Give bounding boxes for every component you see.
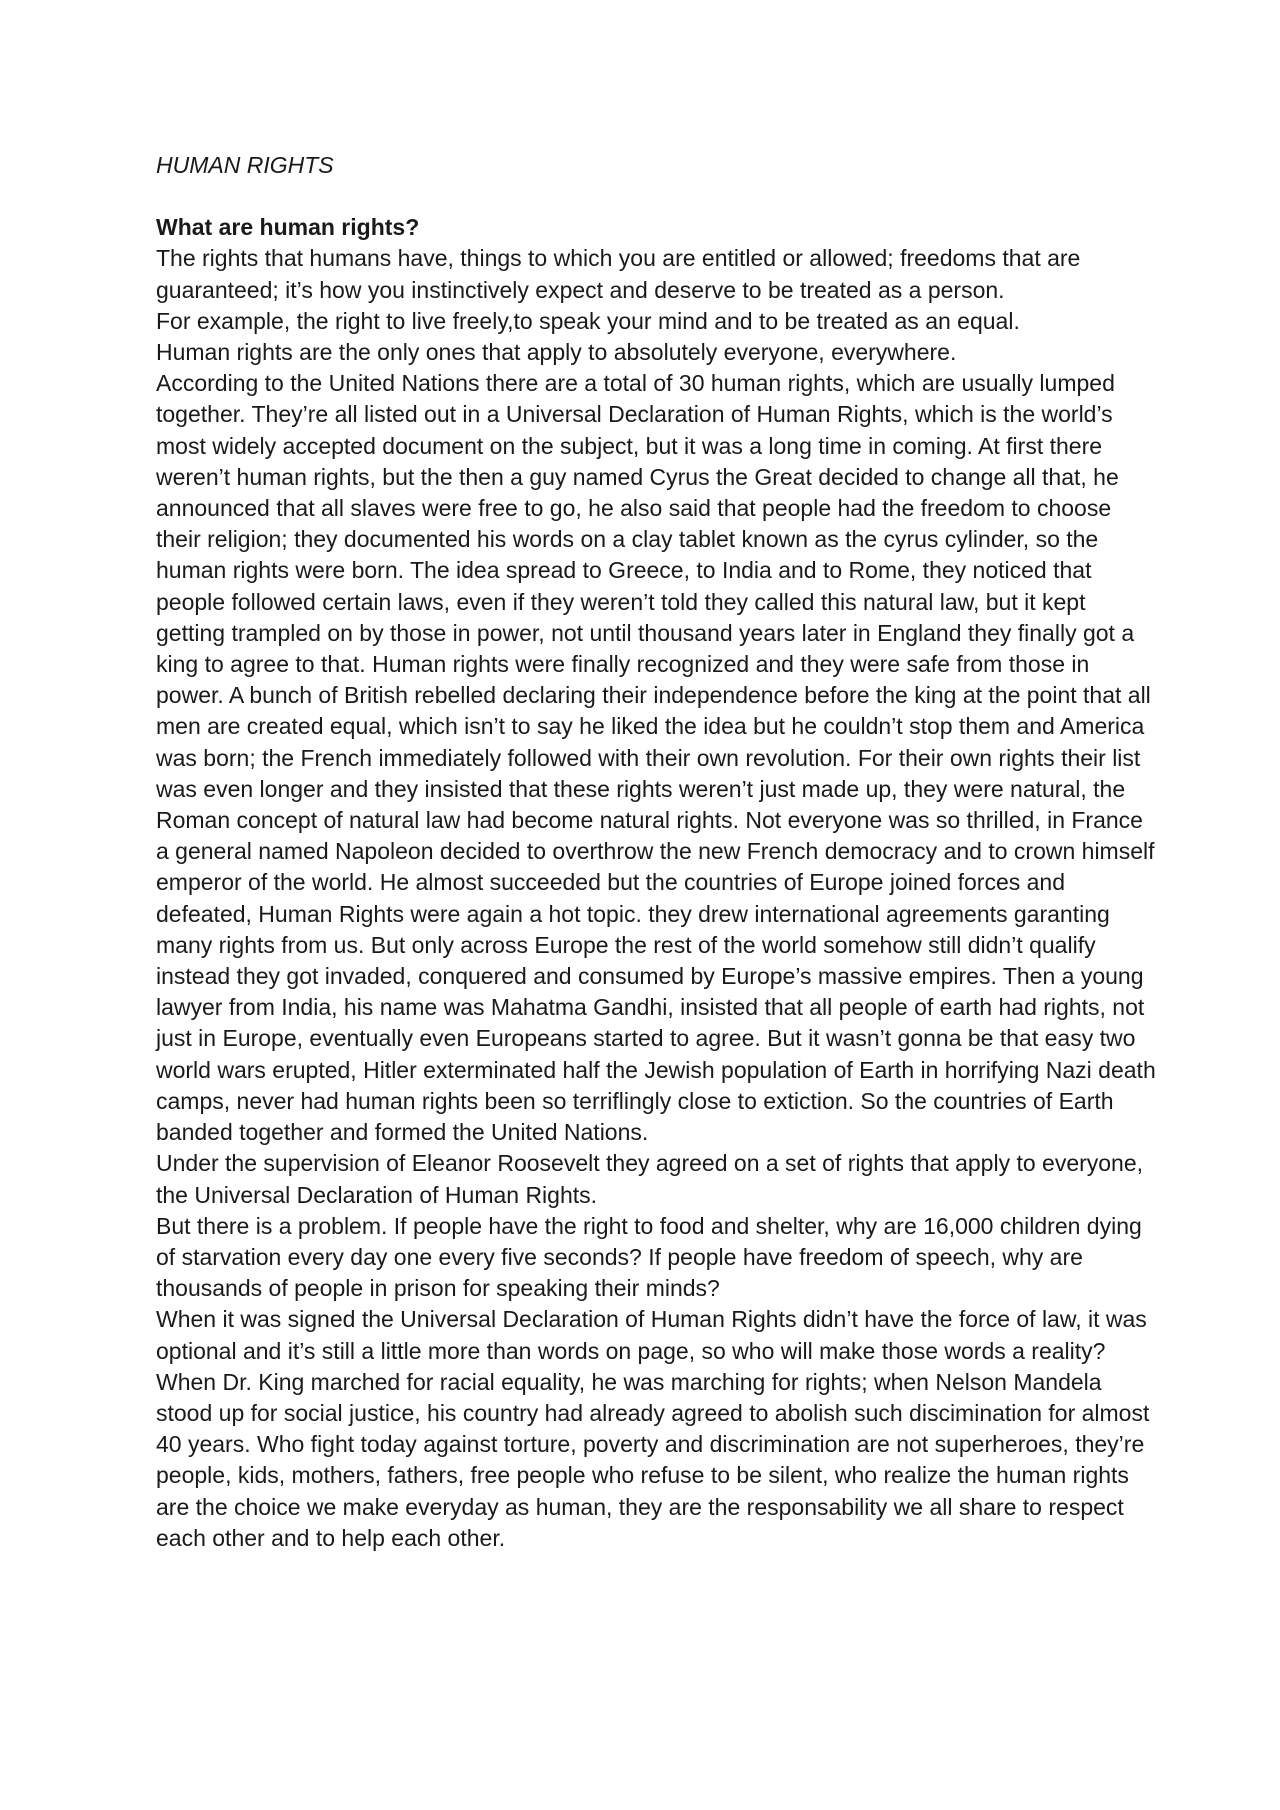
paragraph-conclusion: When it was signed the Universal Declaration of Human Rights didn’t have the force of law, it was optional and it’s still a little more than words on page, so who will make those words a reality? When Dr. King marched for racial equality, he was marching for rights; when Nelson Mandela stood up for social justice, his country had already agreed to abolish such discimination for almost 40 years. Who fight today against torture, poverty and discrimination are not superheroes, they’re people, kids, mothers, fathers, free people who refuse to be silent, who realize the human rights are the choice we make everyday as human, they are the responsability we all share to respect each other and to help each other. <box>156 1306 1150 1551</box>
document-title: HUMAN RIGHTS <box>156 152 334 178</box>
paragraph-universality: Human rights are the only ones that apply to absolutely everyone, everywhere. <box>156 339 957 366</box>
paragraph-problem: But there is a problem. If people have the right to food and shelter, why are 16,000 children dying of starvation every day one every five seconds? If people have freedom of speech, why are thousands of people in prison for speaking their minds? <box>156 1212 1142 1302</box>
paragraph-history: According to the United Nations there are a total of 30 human rights, which are usually lumped together. They’re all listed out in a Universal Declaration of Human Rights, which is the world’s most widely accepted document on the subject, but it was a long time in coming. At first there weren’t human rights, but the then a guy named Cyrus the Great decided to change all that, he announced that all slaves were free to go, he also said that people had the freedom to choose their religion; they documented his words on a clay tablet known as the cyrus cylinder, so the human rights were born. The idea spread to Greece, to India and to Rome, they noticed that people followed certain laws, even if they weren’t told they called this natural law, but it kept getting trampled on by those in power, not until thousand years later in England they finally got a king to agree to that. Human rights were finally recognized and they were safe from those in power. A bunch of British rebelled declaring their independence before the king at the point that all men are created equal, which isn’t to say he liked the idea but he couldn’t stop them and America was born; the French immediately followed with their own revolution. For their own rights their list was even longer and they insisted that these rights weren’t just made up, they were natural, the Roman concept of natural law had become natural rights. Not everyone was so thrilled, in France a general named Napoleon decided to overthrow the new French democracy and to crown himself emperor of the world. He almost succeeded but the countries of Europe joined forces and defeated, Human Rights were again a hot topic. they drew international agreements garanting many rights from us. But only across Europe the rest of the world somehow still didn’t qualify instead they got invaded, conquered and consumed by Europe’s massive empires. Then a young lawyer from India, his name was Mahatma Gandhi, insisted that all people of earth had rights, not just in Europe, eventually even Europeans started to agree. But it wasn’t gonna be that easy two world wars erupted, Hitler exterminated half the Jewish population of Earth in horrifying Nazi death camps, never had human rights been so terriflingly close to extiction. So the countries of Earth banded together and formed the United Nations. <box>156 370 1156 1146</box>
paragraph-example: For example, the right to live freely,to speak your mind and to be treated as an equal. <box>156 307 1020 334</box>
section-heading: What are human rights? <box>156 214 420 241</box>
paragraph-declaration: Under the supervision of Eleanor Roosevelt they agreed on a set of rights that apply to everyone, the Universal Declaration of Human Rights. <box>156 1150 1144 1208</box>
paragraph-definition: The rights that humans have, things to which you are entitled or allowed; freedoms that are guaranteed; it’s how you instinctively expect and deserve to be treated as a person. <box>156 245 1081 303</box>
document-page <box>156 150 1156 1554</box>
